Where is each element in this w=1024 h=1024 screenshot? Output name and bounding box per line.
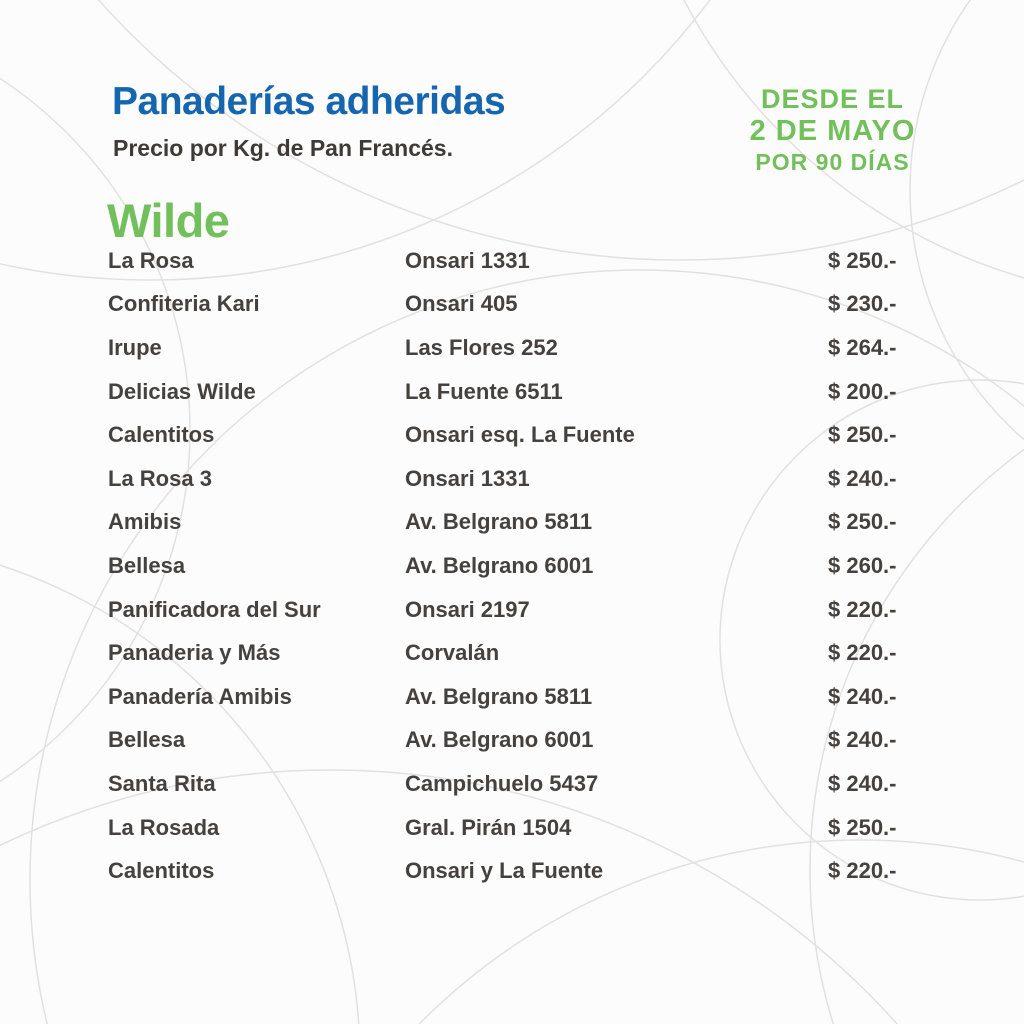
bakery-address: Onsari 1331 xyxy=(405,247,530,273)
table-row xyxy=(108,239,920,283)
bakery-name: La Rosa 3 xyxy=(108,465,212,491)
bakery-price: $ 250.- xyxy=(828,509,897,535)
bakery-name: Panificadora del Sur xyxy=(108,596,321,622)
section-title-wilde: Wilde xyxy=(107,194,230,247)
page-subtitle: Precio por Kg. de Pan Francés. xyxy=(113,135,453,161)
bakery-address: Av. Belgrano 6001 xyxy=(405,552,594,578)
promo-line-duracion: POR 90 DÍAS xyxy=(755,149,910,175)
table-row xyxy=(108,283,920,327)
bakery-price: $ 240.- xyxy=(828,683,897,709)
bakery-price: $ 250.- xyxy=(828,814,897,840)
table-row xyxy=(108,544,920,588)
bakery-name: Amibis xyxy=(108,509,182,535)
bakery-name: Santa Rita xyxy=(108,770,216,796)
bakery-name: Irupe xyxy=(108,334,162,360)
bakery-name: Panaderia y Más xyxy=(108,640,281,666)
bakery-price: $ 220.- xyxy=(828,596,897,622)
bakery-name: Panadería Amibis xyxy=(108,683,292,709)
bakery-price: $ 220.- xyxy=(828,858,897,884)
table-row xyxy=(108,413,920,457)
bakery-price: $ 250.- xyxy=(828,422,897,448)
page-title: Panaderías adheridas xyxy=(112,80,506,123)
bakery-address: La Fuente 6511 xyxy=(405,378,563,404)
bakery-price: $ 250.- xyxy=(828,247,897,273)
table-row xyxy=(108,806,920,850)
promo-line-fecha: 2 DE MAYO xyxy=(749,115,916,147)
price-table xyxy=(108,239,920,893)
bakery-address: Campichuelo 5437 xyxy=(405,770,599,796)
bakery-name: Calentitos xyxy=(108,858,215,884)
bakery-name: La Rosa xyxy=(108,247,194,273)
promo-line-desde-el: DESDE EL xyxy=(760,84,905,114)
table-row xyxy=(108,631,920,675)
table-row xyxy=(108,675,920,719)
bakery-name: Delicias Wilde xyxy=(108,378,256,404)
bakery-price: $ 240.- xyxy=(828,465,897,491)
table-row xyxy=(108,326,920,370)
table-row xyxy=(108,501,920,545)
bakery-address: Av. Belgrano 5811 xyxy=(405,509,593,535)
bakery-price: $ 230.- xyxy=(828,291,897,317)
bakery-name: Calentitos xyxy=(108,422,215,448)
bakery-price: $ 220.- xyxy=(828,640,897,666)
bakery-address: Onsari 2197 xyxy=(405,596,530,622)
bakery-address: Onsari 1331 xyxy=(405,465,530,491)
bakery-price: $ 260.- xyxy=(828,552,897,578)
bakery-price: $ 240.- xyxy=(828,727,897,753)
table-row xyxy=(108,762,920,806)
table-row xyxy=(108,849,920,893)
bakery-price: $ 264.- xyxy=(828,334,897,360)
bakery-name: Bellesa xyxy=(108,727,186,753)
bakery-price: $ 240.- xyxy=(828,770,897,796)
bakery-address: Corvalán xyxy=(405,640,500,666)
bakery-price: $ 200.- xyxy=(828,378,897,404)
table-row xyxy=(108,457,920,501)
promo-banner xyxy=(730,84,935,176)
table-row xyxy=(108,588,920,632)
table-row xyxy=(108,719,920,763)
bakery-address: Gral. Pirán 1504 xyxy=(405,814,572,840)
bakery-name: Bellesa xyxy=(108,552,186,578)
bakery-address: Av. Belgrano 6001 xyxy=(405,727,594,753)
table-row xyxy=(108,370,920,414)
bakery-address: Av. Belgrano 5811 xyxy=(405,683,593,709)
bakery-name: La Rosada xyxy=(108,814,220,840)
bakery-address: Onsari esq. La Fuente xyxy=(405,422,635,448)
bakery-address: Las Flores 252 xyxy=(405,334,558,360)
bakery-address: Onsari 405 xyxy=(405,291,518,317)
bakery-name: Confiteria Kari xyxy=(108,291,260,317)
bakery-address: Onsari y La Fuente xyxy=(405,858,604,884)
